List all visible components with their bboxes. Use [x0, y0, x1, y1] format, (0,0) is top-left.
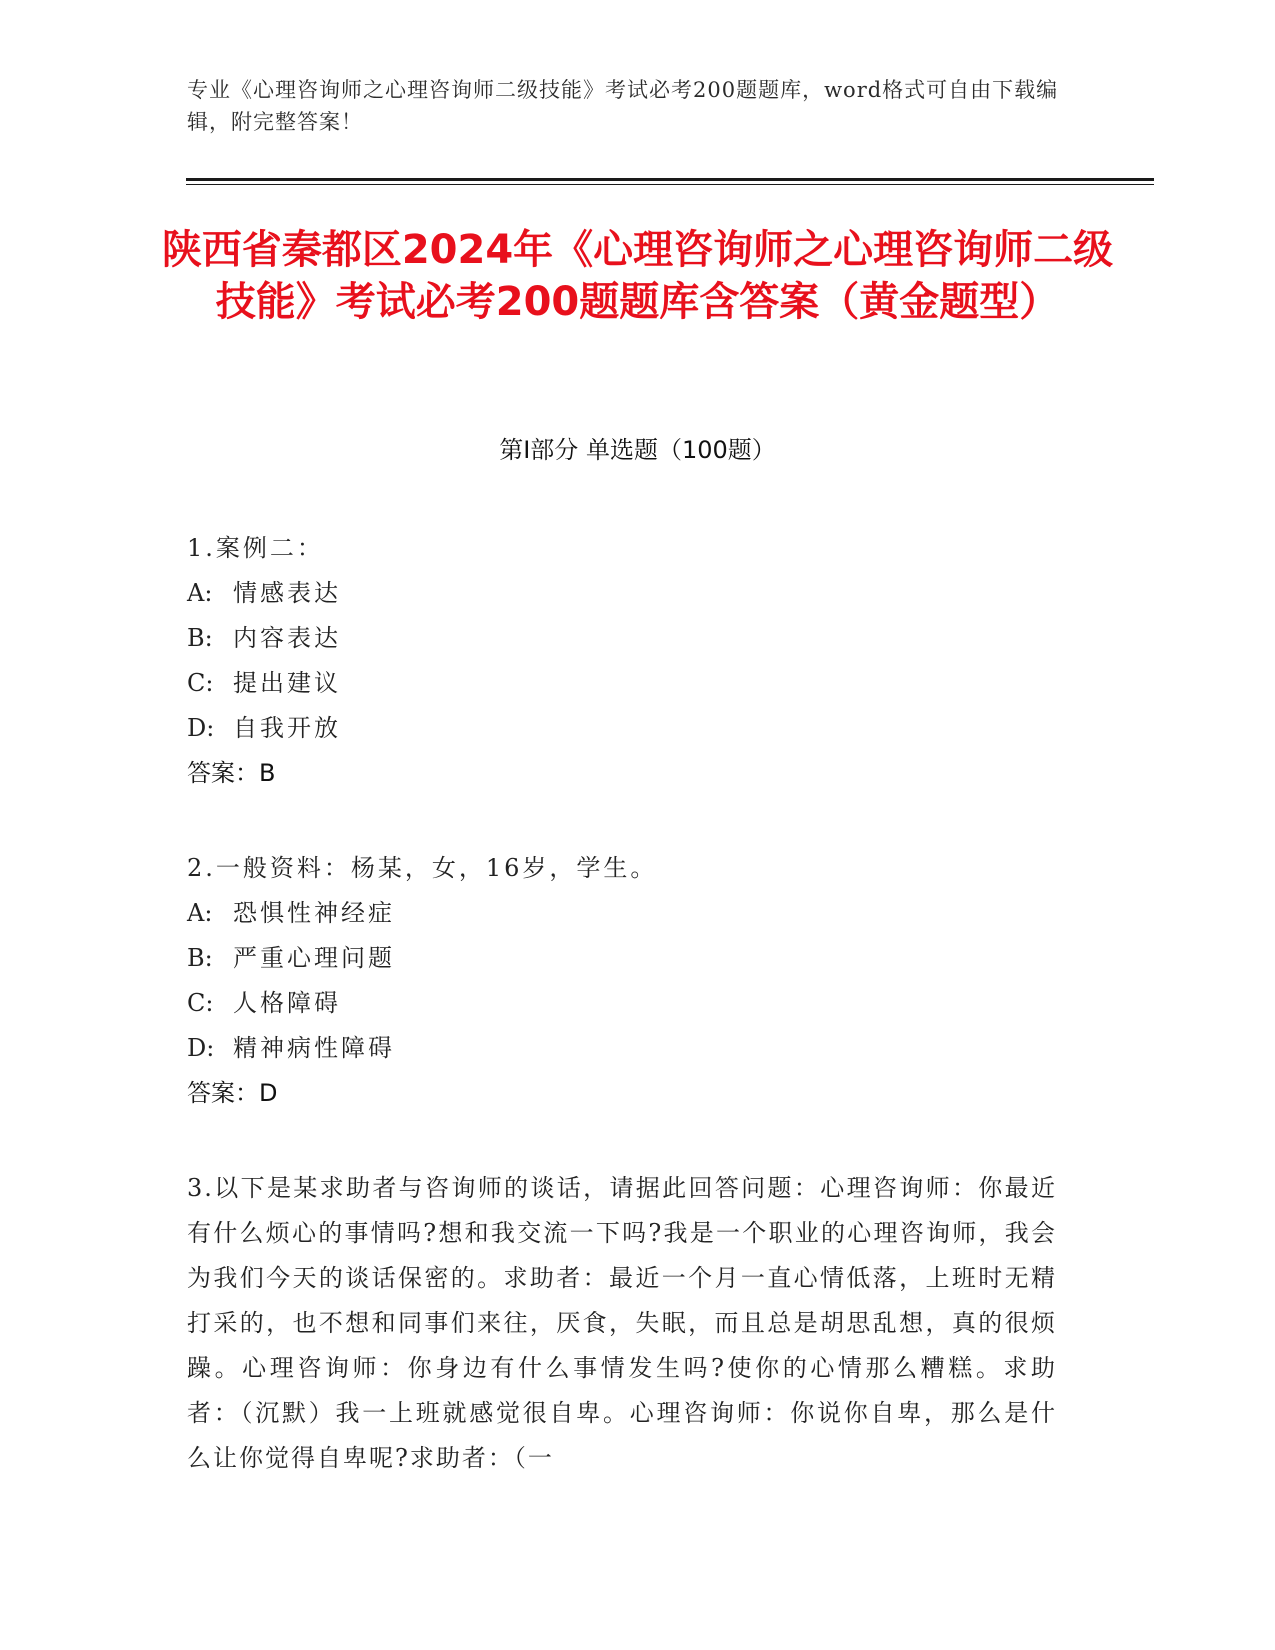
option-c — [187, 661, 1057, 706]
question-stem: 3.以下是某求助者与咨询师的谈话，请据此回答问题：心理咨询师：你最近有什么烦心的事情吗?想和我交流一下吗?我是一个职业的心理咨询师，我会为我们今天的谈话保密的。求助者：最近一个月一直心情低落，上班时无精打采的，也不想和同事们来往，厌食，失眠，而且总是胡思乱想，真的很烦躁。心理咨询师：你身边有什么事情发生吗?使你的心情那么糟糕。求助者：（沉默）我一上班就感觉很自卑。心理咨询师：你说你自卑，那么是什么让你觉得自卑呢?求助者：（一 — [187, 1174, 1057, 1472]
answer-text: 答案：D — [187, 1079, 278, 1107]
question-3 — [187, 1166, 1057, 1481]
option-key: C: — [187, 669, 214, 697]
section-heading: 第I部分 单选题（100题） — [499, 436, 776, 464]
option-key: B: — [187, 624, 213, 652]
option-text: 人格障碍 — [233, 989, 341, 1017]
intro-text: 专业《心理咨询师之心理咨询师二级技能》考试必考200题题库，word格式可自由下载编辑，附完整答案！ — [187, 78, 1059, 134]
option-key: C: — [187, 989, 214, 1017]
option-a — [187, 571, 1057, 616]
option-key: A: — [187, 579, 213, 607]
header-rule-thin — [186, 184, 1154, 185]
answer-text: 答案：B — [187, 759, 276, 787]
option-key: D: — [187, 714, 215, 742]
option-a — [187, 891, 1057, 936]
option-d — [187, 706, 1057, 751]
option-d — [187, 1026, 1057, 1071]
option-key: A: — [187, 899, 213, 927]
option-key: D: — [187, 1034, 215, 1062]
option-text: 恐惧性神经症 — [233, 899, 395, 927]
question-list — [187, 526, 1057, 1531]
option-text: 自我开放 — [233, 714, 341, 742]
option-c — [187, 981, 1057, 1026]
question-stem: 2.一般资料：杨某，女，16岁，学生。 — [187, 854, 658, 882]
option-b — [187, 616, 1057, 661]
question-stem: 1.案例二： — [187, 534, 324, 562]
question-2 — [187, 846, 1057, 1116]
option-text: 提出建议 — [233, 669, 341, 697]
option-text: 精神病性障碍 — [233, 1034, 395, 1062]
option-text: 严重心理问题 — [233, 944, 395, 972]
option-key: B: — [187, 944, 213, 972]
header-rule-thick — [186, 178, 1154, 181]
option-text: 内容表达 — [233, 624, 341, 652]
question-1 — [187, 526, 1057, 796]
option-text: 情感表达 — [233, 579, 341, 607]
document-title: 陕西省秦都区2024年《心理咨询师之心理咨询师二级技能》考试必考200题题库含答案（黄金题型） — [161, 227, 1114, 325]
option-b — [187, 936, 1057, 981]
